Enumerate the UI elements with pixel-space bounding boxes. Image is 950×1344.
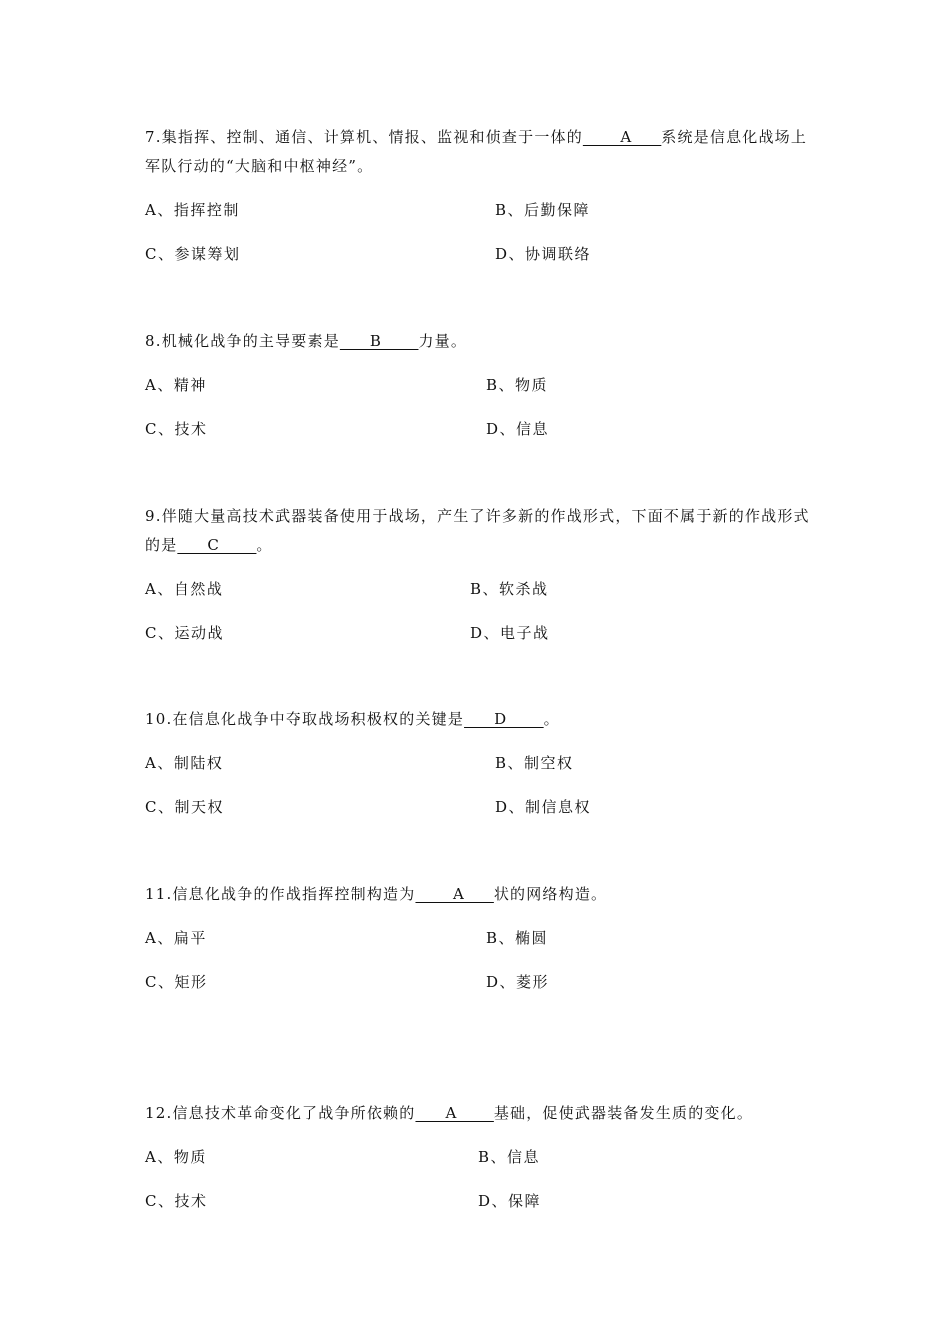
stem-text: 11.信息化战争的作战指挥控制构造为 <box>145 885 416 903</box>
option-row <box>145 1186 815 1230</box>
option-d: D、信息 <box>486 420 550 438</box>
option-row <box>145 923 815 967</box>
option-a: A、物质 <box>145 1148 207 1166</box>
option-d: D、菱形 <box>486 973 550 991</box>
question-10 <box>145 705 815 836</box>
option-list <box>145 370 815 458</box>
stem-text: 力量。 <box>418 332 468 350</box>
answer-blank: ____D_____ <box>464 710 544 728</box>
question-stem <box>145 502 815 560</box>
option-b: B、制空权 <box>495 754 574 772</box>
question-stem <box>145 880 815 909</box>
answer-blank: _____A____ <box>582 128 662 146</box>
option-d: D、电子战 <box>470 624 550 642</box>
option-row <box>145 748 815 792</box>
question-12 <box>145 1099 815 1230</box>
option-d: D、保障 <box>478 1192 542 1210</box>
option-b: B、信息 <box>478 1148 541 1166</box>
option-c: C、矩形 <box>145 973 208 991</box>
stem-text: 7.集指挥、控制、通信、计算机、情报、监视和侦查于一体的 <box>145 128 583 146</box>
option-list <box>145 574 815 662</box>
option-b: B、椭圆 <box>486 929 549 947</box>
option-d: D、制信息权 <box>495 798 592 816</box>
question-7 <box>145 123 815 283</box>
stem-text: 状的网络构造。 <box>493 885 608 903</box>
option-a: A、扁平 <box>145 929 207 947</box>
option-c: C、运动战 <box>145 624 224 642</box>
option-row <box>145 618 815 662</box>
option-a: A、制陆权 <box>145 754 224 772</box>
option-row <box>145 370 815 414</box>
question-11 <box>145 880 815 1011</box>
stem-text: 12.信息技术革命变化了战争所依赖的 <box>145 1104 416 1122</box>
option-list <box>145 923 815 1011</box>
stem-text: 10.在信息化战争中夺取战场积极权的关键是 <box>145 710 465 728</box>
stem-text: 8.机械化战争的主导要素是 <box>145 332 340 350</box>
option-row <box>145 574 815 618</box>
answer-blank: ____B_____ <box>339 332 419 350</box>
question-stem <box>145 123 815 181</box>
option-b: B、软杀战 <box>470 580 549 598</box>
stem-text: 。 <box>543 710 560 728</box>
option-d: D、协调联络 <box>495 245 592 263</box>
question-9 <box>145 502 815 662</box>
option-a: A、自然战 <box>145 580 224 598</box>
answer-blank: ____C_____ <box>177 536 257 554</box>
option-list <box>145 748 815 836</box>
option-row <box>145 1142 815 1186</box>
option-c: C、技术 <box>145 1192 208 1210</box>
stem-text: 9.伴随大量高技术武器装备使用于战场，产生了许多新的作战形式，下面不属于新的作战形式的是 <box>145 507 810 554</box>
answer-blank: _____A____ <box>415 885 494 903</box>
option-c: C、技术 <box>145 420 208 438</box>
option-c: C、制天权 <box>145 798 224 816</box>
option-list <box>145 1142 815 1230</box>
question-stem <box>145 327 815 356</box>
option-a: A、精神 <box>145 376 207 394</box>
option-c: C、参谋筹划 <box>145 245 241 263</box>
question-stem <box>145 705 815 734</box>
option-row <box>145 414 815 458</box>
stem-text: 。 <box>256 536 273 554</box>
option-b: B、后勤保障 <box>495 201 591 219</box>
stem-text: 系统是信息化战场上军队行动的“大脑和中枢神经”。 <box>145 128 808 175</box>
option-row <box>145 967 815 1011</box>
option-b: B、物质 <box>486 376 549 394</box>
option-row <box>145 239 815 283</box>
answer-blank: ____A_____ <box>415 1104 494 1122</box>
option-a: A、指挥控制 <box>145 201 240 219</box>
option-row <box>145 195 815 239</box>
option-row <box>145 792 815 836</box>
question-8 <box>145 327 815 458</box>
stem-text: 基础，促使武器装备发生质的变化。 <box>493 1104 754 1122</box>
question-stem <box>145 1099 815 1128</box>
option-list <box>145 195 815 283</box>
